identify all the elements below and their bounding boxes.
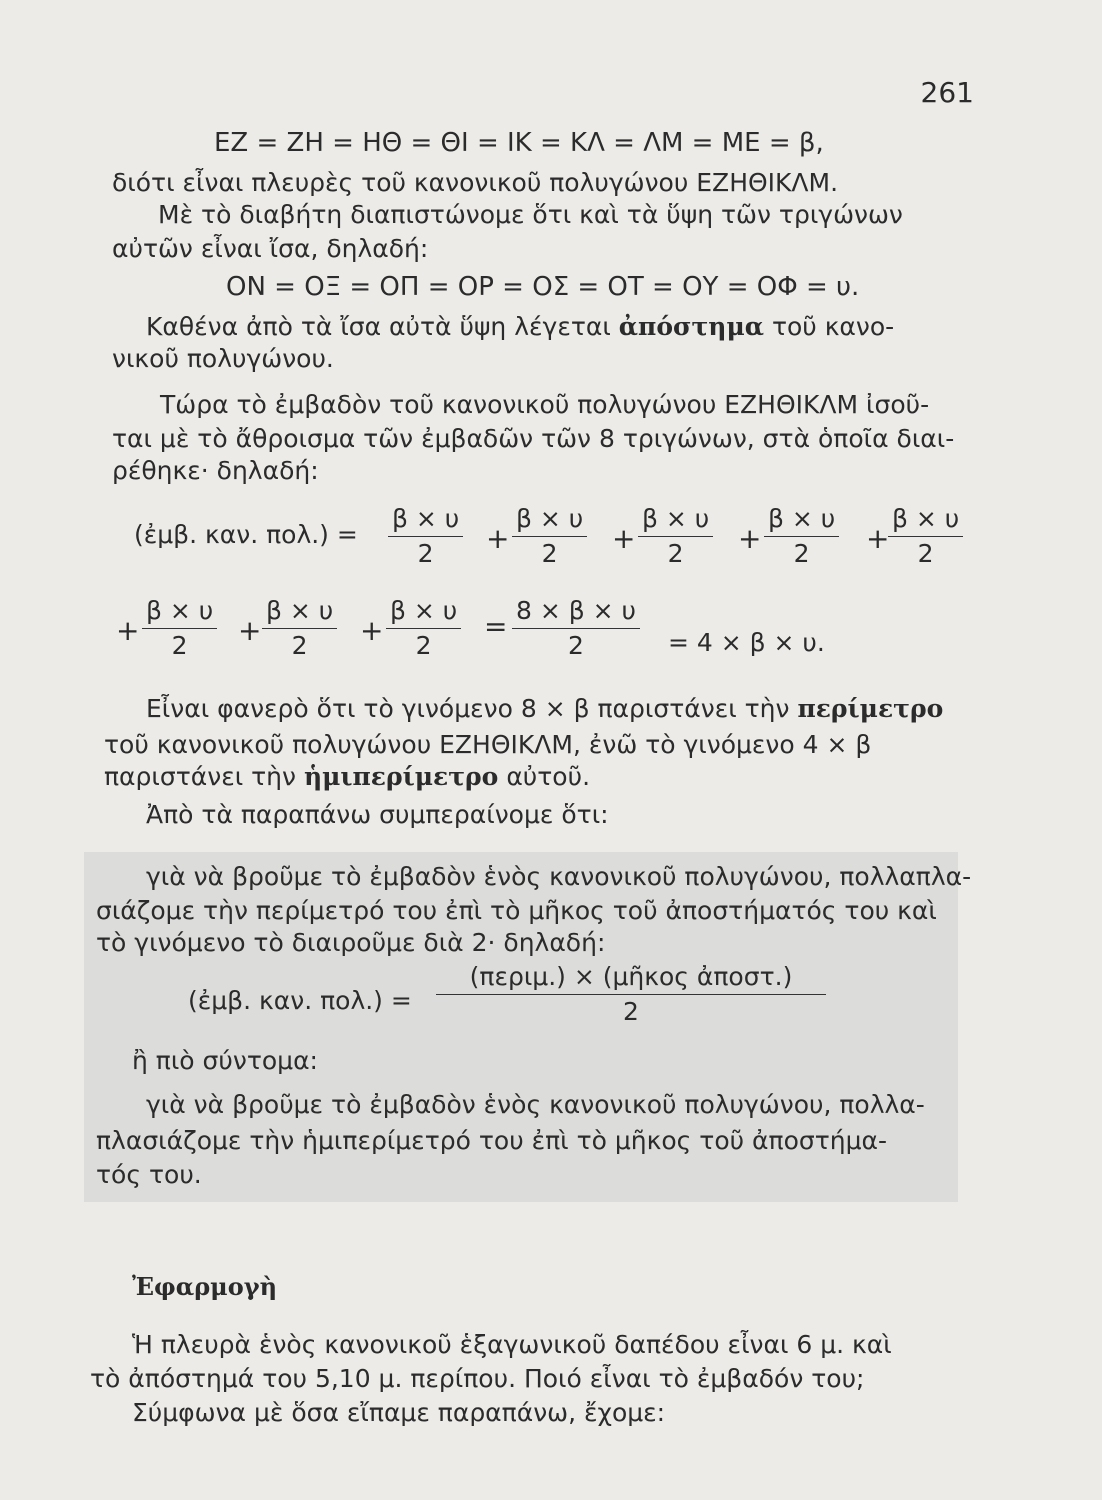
fraction	[262, 594, 337, 663]
definition-text-end: τοῦ κανο-	[771, 312, 895, 341]
semiperimeter-line	[104, 762, 590, 791]
area-lhs: (ἐμβ. καν. πολ.) =	[134, 520, 358, 549]
numerator: β × υ	[888, 502, 963, 537]
text-line: αὐτῶν εἶναι ἴσα, δηλαδή:	[112, 234, 429, 263]
rule-text: σιάζομε τὴν περίμετρό του ἐπὶ τὸ μῆκος τοῦ ἀποστήματός του καὶ	[96, 896, 937, 925]
equals-sign: =	[484, 610, 508, 643]
rule-text: γιὰ νὰ βροῦμε τὸ ἐμβαδὸν ἑνὸς κανονικοῦ πολυγώνου, πολλαπλα-	[146, 862, 972, 891]
text-line: Σύμφωνα μὲ ὅσα εἴπαμε παραπάνω, ἔχομε:	[132, 1398, 666, 1427]
denominator: 2	[415, 631, 432, 660]
term-apostima: ἀπόστημα	[618, 312, 764, 341]
definition-text: Καθένα ἀπὸ τὰ ἴσα αὐτὰ ὕψη λέγεται	[146, 312, 611, 341]
rule-text: πλασιάζομε τὴν ἡμιπερίμετρό του ἐπὶ τὸ μῆκος τοῦ ἀποστήμα-	[96, 1126, 888, 1155]
term-imiperimetro: ἡμιπερίμετρο	[303, 762, 499, 791]
text-segment: αὐτοῦ.	[506, 762, 591, 791]
text-line: νικοῦ πολυγώνου.	[112, 344, 334, 373]
numerator: β × υ	[638, 502, 713, 537]
rule-text: τός του.	[96, 1160, 202, 1189]
text-line: Τώρα τὸ ἐμβαδὸν τοῦ κανονικοῦ πολυγώνου ΕΖΗΘΙΚΛΜ ἰσοῦ-	[160, 390, 930, 419]
rule-text: ἢ πιὸ σύντομα:	[132, 1046, 318, 1075]
numerator: β × υ	[512, 502, 587, 537]
text-line: ται μὲ τὸ ἄθροισμα τῶν ἐμβαδῶν τῶν 8 τριγώνων, στὰ ὁποῖα διαι-	[112, 424, 955, 453]
fraction	[638, 502, 713, 571]
numerator: β × υ	[388, 502, 463, 537]
denominator: 2	[568, 631, 584, 660]
numerator: β × υ	[262, 594, 337, 629]
denominator: 2	[917, 539, 934, 568]
fraction	[512, 502, 587, 571]
text-line: Ἡ πλευρὰ ἑνὸς κανονικοῦ ἑξαγωνικοῦ δαπέδου εἶναι 6 μ. καὶ	[132, 1330, 892, 1359]
text-line: Ἀπὸ τὰ παραπάνω συμπεραίνομε ὅτι:	[146, 800, 609, 829]
perimeter-line	[146, 694, 943, 723]
page-number: 261	[920, 76, 974, 109]
text-line: τοῦ κανονικοῦ πολυγώνου ΕΖΗΘΙΚΛΜ, ἐνῶ τὸ γινόμενο 4 × β	[104, 730, 872, 759]
rule-formula-lhs: (ἐμβ. καν. πολ.) =	[188, 986, 412, 1015]
text-segment: Εἶναι φανερὸ ὅτι τὸ γινόμενο 8 × β παριστάνει τὴν	[146, 694, 790, 723]
numerator: 8 × β × υ	[512, 594, 640, 629]
term-perimetro: περίμετρο	[797, 694, 944, 723]
fraction	[386, 594, 461, 663]
denominator: 2	[417, 539, 434, 568]
denominator: 2	[667, 539, 684, 568]
definition-line	[146, 312, 894, 341]
fraction	[142, 594, 217, 663]
fraction-sum	[512, 594, 640, 663]
area-result: = 4 × β × υ.	[668, 628, 825, 657]
numerator: β × υ	[386, 594, 461, 629]
plus-sign: +	[612, 522, 636, 555]
fraction	[888, 502, 963, 571]
fraction	[764, 502, 839, 571]
plus-sign: +	[360, 614, 384, 647]
text-line: Μὲ τὸ διαβήτη διαπιστώνομε ὅτι καὶ τὰ ὕψη τῶν τριγώνων	[158, 200, 903, 229]
numerator: β × υ	[142, 594, 217, 629]
text-segment: παριστάνει τὴν	[104, 762, 296, 791]
denominator: 2	[171, 631, 188, 660]
rule-text: γιὰ νὰ βροῦμε τὸ ἐμβαδὸν ἑνὸς κανονικοῦ πολυγώνου, πολλα-	[146, 1090, 925, 1119]
equal-sides-equation: ΕΖ = ΖΗ = ΗΘ = ΘΙ = ΙΚ = ΚΛ = ΛΜ = ΜΕ = β,	[214, 128, 824, 158]
fraction	[388, 502, 463, 571]
equal-heights-equation: ΟΝ = ΟΞ = ΟΠ = ΟΡ = ΟΣ = ΟΤ = ΟΥ = ΟΦ = υ.	[226, 272, 860, 302]
denominator: 2	[291, 631, 308, 660]
denominator: 2	[623, 997, 639, 1026]
plus-sign: +	[238, 614, 262, 647]
plus-sign: +	[866, 522, 890, 555]
numerator: (περιμ.) × (μῆκος ἀποστ.)	[436, 960, 826, 995]
plus-sign: +	[486, 522, 510, 555]
text-line: διότι εἶναι πλευρὲς τοῦ κανονικοῦ πολυγώνου ΕΖΗΘΙΚΛΜ.	[112, 168, 839, 197]
plus-sign: +	[738, 522, 762, 555]
rule-formula-fraction	[436, 960, 826, 1029]
denominator: 2	[793, 539, 810, 568]
text-line: ρέθηκε· δηλαδή:	[112, 456, 319, 485]
text-line: τὸ ἀπόστημά του 5,10 μ. περίπου. Ποιό εἶναι τὸ ἐμβαδόν του;	[90, 1364, 865, 1393]
section-heading: Ἐφαρμογὴ	[132, 1272, 278, 1301]
numerator: β × υ	[764, 502, 839, 537]
denominator: 2	[541, 539, 558, 568]
rule-text: τὸ γινόμενο τὸ διαιροῦμε διὰ 2· δηλαδή:	[96, 928, 606, 957]
plus-sign: +	[116, 614, 140, 647]
